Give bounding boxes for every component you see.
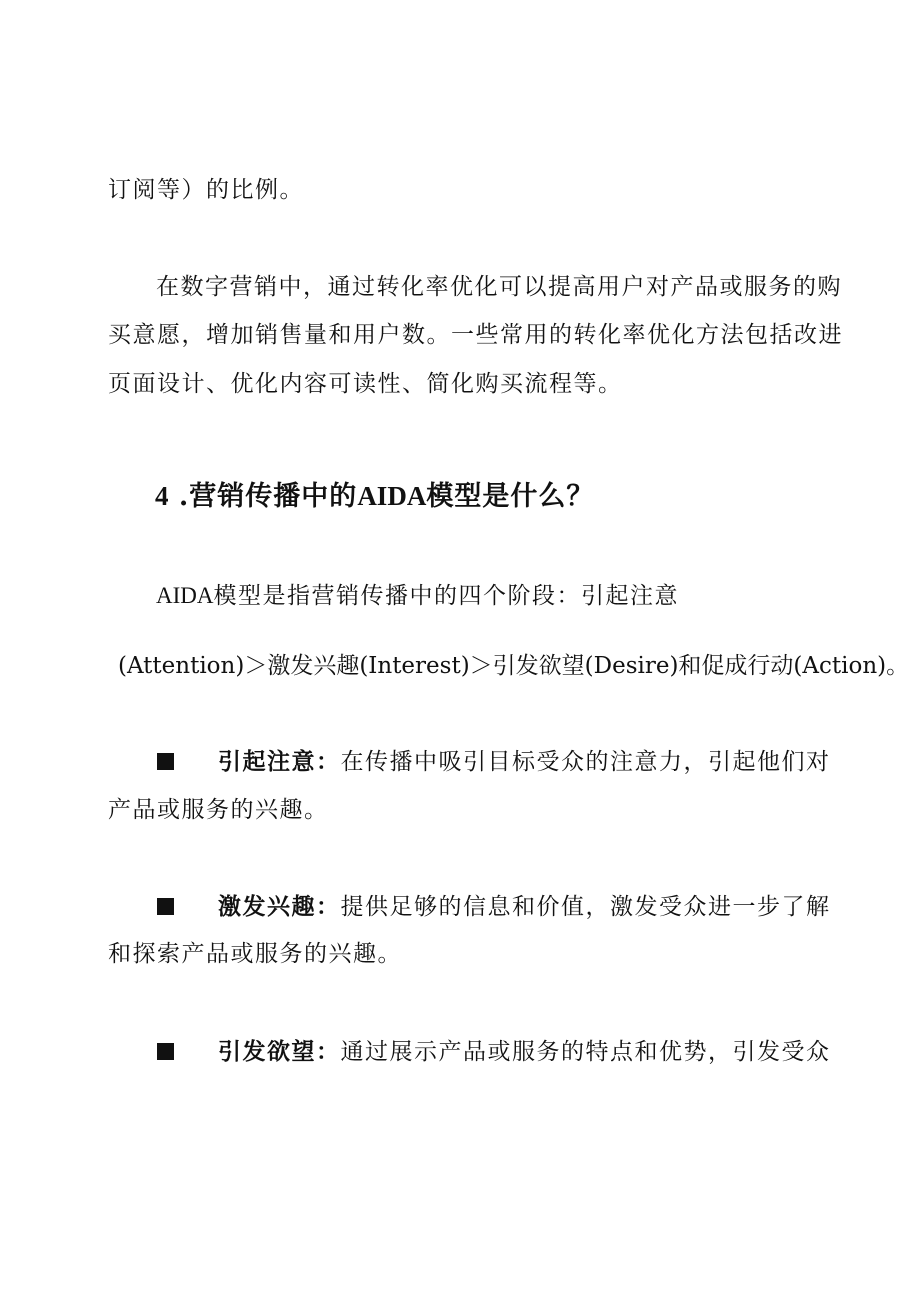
bullet-text: 通过展示产品或服务的特点和优势，引发受众 <box>340 1039 831 1065</box>
bullet-line: 和探索产品或服务的兴趣。 <box>108 941 402 967</box>
paragraph-line <box>156 582 679 610</box>
bullet-line <box>218 748 831 776</box>
bullet-term: 激发兴趣： <box>218 893 341 920</box>
bullet-line <box>218 893 831 921</box>
heading-number: 4 <box>155 481 169 511</box>
bullet-term: 引发欲望： <box>218 1038 341 1065</box>
heading-text-ascii: AIDA <box>357 481 427 511</box>
paragraph-continuation <box>108 176 304 204</box>
paragraph-text: 订阅等）的比例。 <box>108 177 304 203</box>
aida-term: AIDA <box>156 583 214 608</box>
square-bullet-icon <box>157 753 174 770</box>
paragraph-line: 页面设计、优化内容可读性、简化购买流程等。 <box>108 371 623 397</box>
paragraph-line: 在数字营销中，通过转化率优化可以提高用户对产品或服务的购 <box>156 274 842 300</box>
bullet-text: 提供足够的信息和价值，激发受众进一步了解 <box>340 894 831 920</box>
heading-text-prefix: .营销传播中的 <box>178 481 358 512</box>
square-bullet-icon <box>157 898 174 915</box>
bullet-line: 产品或服务的兴趣。 <box>108 797 329 823</box>
bullet-term: 引起注意： <box>218 748 341 775</box>
square-bullet-icon <box>157 1043 174 1060</box>
paragraph-text: 模型是指营销传播中的四个阶段：引起注意 <box>213 583 679 609</box>
paragraph-line: (Attention)＞激发兴趣(Interest)＞引发欲望(Desire)和促成行动(Action)。 <box>118 653 910 679</box>
heading-text-suffix: 模型是什么？ <box>426 481 595 512</box>
paragraph-line: 买意愿，增加销售量和用户数。一些常用的转化率优化方法包括改进 <box>108 322 843 348</box>
bullet-line <box>218 1038 831 1066</box>
section-heading <box>155 479 594 514</box>
bullet-text: 在传播中吸引目标受众的注意力，引起他们对 <box>340 749 831 775</box>
